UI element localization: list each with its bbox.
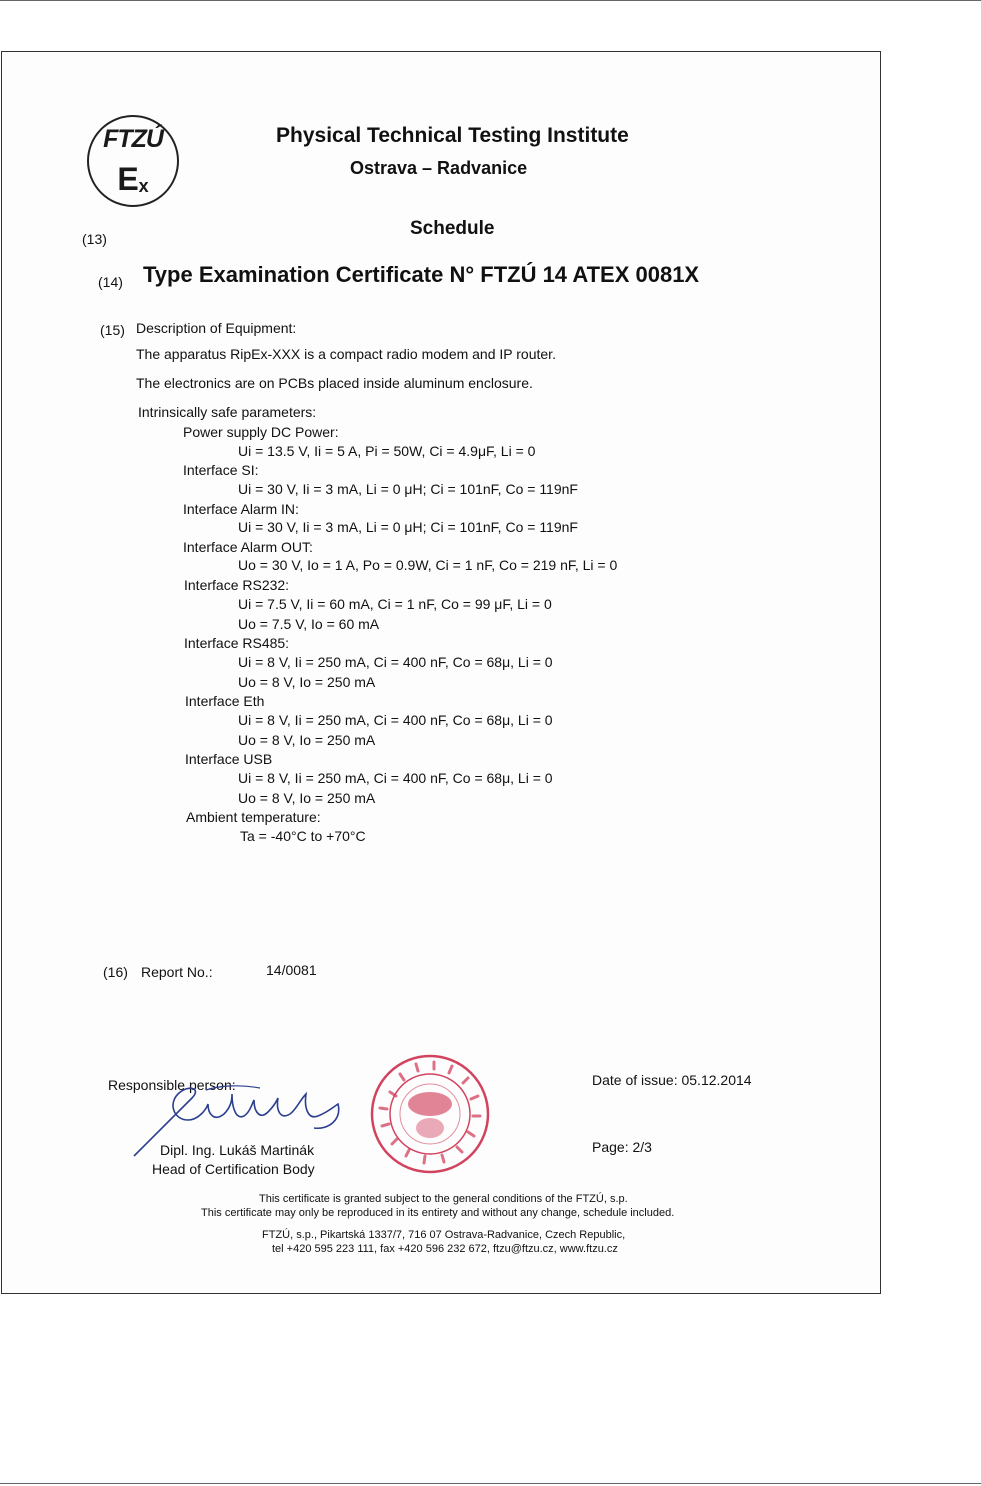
interface-alarm-out-label: Interface Alarm OUT:	[183, 539, 313, 555]
interface-si-label: Interface SI:	[183, 462, 259, 478]
interface-eth-label: Interface Eth	[185, 693, 265, 709]
interface-alarm-in-label: Interface Alarm IN:	[183, 501, 299, 517]
description-label: Description of Equipment:	[136, 320, 297, 336]
interface-eth-values2: Uo = 8 V, Io = 250 mA	[238, 732, 376, 748]
official-stamp	[368, 1052, 492, 1176]
logo-line2: $E_x$	[117, 161, 149, 197]
institute-location: Ostrava – Radvanice	[350, 158, 528, 178]
report-label: Report No.:	[141, 964, 213, 980]
schedule-title: Schedule	[410, 218, 495, 239]
power-supply-label: Power supply DC Power:	[183, 424, 339, 440]
signatory-role: Head of Certification Body	[152, 1161, 315, 1177]
section-15-number: (15)	[100, 322, 125, 338]
institute-name: Physical Technical Testing Institute	[276, 124, 629, 147]
description-line1: The apparatus RipEx-XXX is a compact radio modem and IP router.	[136, 346, 556, 362]
section-14-number: (14)	[98, 274, 123, 290]
interface-usb-label: Interface USB	[185, 751, 273, 767]
top-rule	[0, 0, 981, 1]
footer-line1: This certificate is granted subject to the general conditions of the FTZÚ, s.p.	[259, 1193, 628, 1205]
section-16-number: (16)	[103, 964, 128, 980]
ambient-temperature-values: Ta = -40°C to +70°C	[240, 828, 366, 844]
footer-line2: This certificate may only be reproduced in its entirety and without any change, schedule included.	[201, 1207, 675, 1219]
interface-rs232-label: Interface RS232:	[184, 577, 290, 593]
description-line2: The electronics are on PCBs placed inside aluminum enclosure.	[136, 375, 533, 391]
interface-eth-values1: Ui = 8 V, Ii = 250 mA, Ci = 400 nF, Co = 68μ, Li = 0	[238, 712, 553, 728]
params-heading: Intrinsically safe parameters:	[138, 404, 317, 420]
interface-rs485-label: Interface RS485:	[184, 635, 290, 651]
signatory-name: Dipl. Ing. Lukáš Martinák	[160, 1142, 315, 1158]
interface-rs232-values2: Uo = 7.5 V, Io = 60 mA	[238, 616, 380, 632]
interface-usb-values2: Uo = 8 V, Io = 250 mA	[238, 790, 376, 806]
ambient-temperature-label: Ambient temperature:	[186, 809, 321, 825]
interface-rs232-values1: Ui = 7.5 V, Ii = 60 mA, Ci = 1 nF, Co = 99 μF, Li = 0	[238, 596, 552, 612]
interface-si-values: Ui = 30 V, Ii = 3 mA, Li = 0 μH; Ci = 101nF, Co = 119nF	[238, 481, 578, 497]
date-of-issue: Date of issue: 05.12.2014	[592, 1072, 752, 1088]
ftzu-ex-logo	[87, 115, 179, 207]
report-value: 14/0081	[266, 962, 317, 978]
bottom-rule	[0, 1483, 981, 1484]
section-13-number: (13)	[82, 231, 107, 247]
responsible-person-label: Responsible person:	[108, 1077, 236, 1093]
interface-alarm-in-values: Ui = 30 V, Ii = 3 mA, Li = 0 μH; Ci = 101nF, Co = 119nF	[238, 519, 578, 535]
interface-rs485-values1: Ui = 8 V, Ii = 250 mA, Ci = 400 nF, Co = 68μ, Li = 0	[238, 654, 553, 670]
interface-rs485-values2: Uo = 8 V, Io = 250 mA	[238, 674, 376, 690]
footer-address: FTZÚ, s.p., Pikartská 1337/7, 716 07 Ostrava-Radvanice, Czech Republic,	[262, 1229, 626, 1241]
power-supply-values: Ui = 13.5 V, Ii = 5 A, Pi = 50W, Ci = 4.9μF, Li = 0	[238, 443, 536, 459]
page-number: Page: 2/3	[592, 1139, 652, 1155]
certificate-title: Type Examination Certificate N° FTZÚ 14 ATEX 0081X	[143, 262, 700, 287]
footer-contact: tel +420 595 223 111, fax +420 596 232 672, ftzu@ftzu.cz, www.ftzu.cz	[272, 1243, 618, 1255]
logo-line1: FTZÚ	[103, 125, 163, 153]
interface-alarm-out-values: Uo = 30 V, Io = 1 A, Po = 0.9W, Ci = 1 nF, Co = 219 nF, Li = 0	[238, 557, 618, 573]
interface-usb-values1: Ui = 8 V, Ii = 250 mA, Ci = 400 nF, Co = 68μ, Li = 0	[238, 770, 553, 786]
